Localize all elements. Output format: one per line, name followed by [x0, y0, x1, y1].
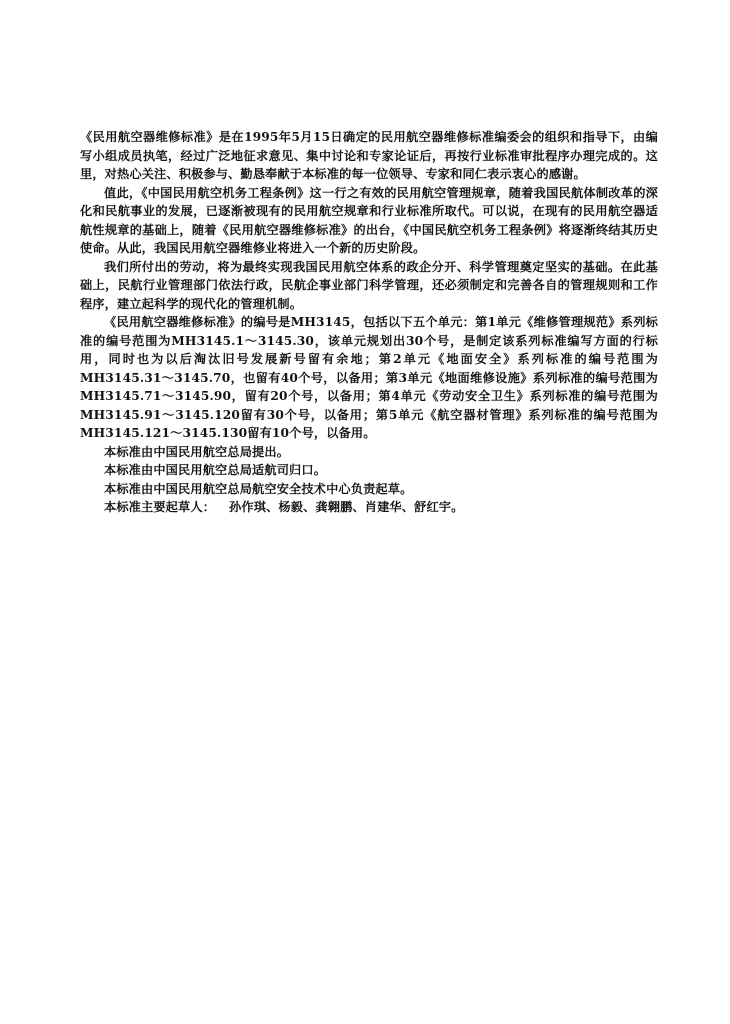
- drafters-line: [80, 498, 658, 517]
- paragraph-intro: 《民用航空器维修标准》是在1995年5月15日确定的民用航空器维修标准编委会的组织和指导下，由编写小组成员执笔，经过广泛地征求意见、集中讨论和专家论证后，再按行业标准审批程序办理完成的。这里，对热心关注、积极参与、勤恳奉献于本标准的每一位领导、专家和同仁表示衷心的感谢。: [80, 130, 658, 181]
- paragraph-proposed-by: 本标准由中国民用航空总局提出。: [104, 444, 290, 459]
- paragraph-drafted-by: 本标准由中国民用航空总局航空安全技术中心负责起草。: [104, 481, 413, 496]
- paragraph-numbering: 《民用航空器维修标准》的编号是MH3145，包括以下五个单元：第1单元《维修管理规范》系列标准的编号范围为MH3145.1～3145.30，该单元规划出30个号，是制定该系列标准编写方面的行标用，同时也为以后淘汰旧号发展新号留有余地；第2单元《地面安全》系列标准的编号范围为MH3145.31～3145.70，也留有40个号，以备用；第3单元《地面维修设施》系列标准的编号范围为MH3145.71～3145.90，留有20个号，以备用；第4单元《劳动安全卫生》系列标准的编号范围为MH3145.91～3145.120留有30个号，以备用；第5单元《航空器材管理》系列标准的编号范围为MH3145.121～3145.130留有10个号，以备用。: [80, 315, 658, 440]
- paragraph-centralized-by: 本标准由中国民用航空总局适航司归口。: [104, 463, 327, 477]
- paragraph-management: 我们所付出的劳动，将为最终实现我国民用航空体系的政企分开、科学管理奠定坚实的基础。在此基础上，民航行业管理部门依法行政，民航企事业部门科学管理，还必须制定和完善各自的管理规则和工作程序，建立起科学的现代化的管理机制。: [80, 259, 658, 311]
- drafters-label: 本标准主要起草人：: [104, 500, 216, 514]
- paragraph-regulation: 值此，《中国民用航空机务工程条例》这一行之有效的民用航空管理规章，随着我国民航体制改革的深化和民航事业的发展，已逐渐被现有的民用航空规章和行业标准所取代。可以说，在现有的民用航空器适航性规章的基础上，随着《民用航空器维修标准》的出台，《中国民航空机务工程条例》将逐渐终结其历史使命。从此，我国民用航空器维修业将进入一个新的历史阶段。: [80, 185, 658, 255]
- drafters-names: 孙作琪、杨毅、龚翱鹏、肖建华、舒红宇。: [229, 500, 464, 514]
- document-body: [80, 128, 658, 517]
